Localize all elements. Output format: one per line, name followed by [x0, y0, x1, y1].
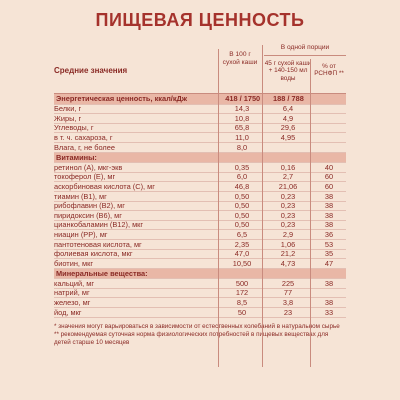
value-per-100g: 6,5: [236, 229, 248, 239]
value-per-100g: 10,50: [232, 258, 252, 268]
value-per-100g: 46,8: [234, 181, 250, 191]
row-name: Влага, г, не более: [54, 142, 115, 152]
row-name: ретинол (А), мкг-экв: [54, 162, 123, 172]
row-name: биотин, мкг: [54, 258, 94, 268]
footnotes: [54, 323, 346, 347]
table-row: [54, 250, 346, 260]
value-percent: 53: [324, 239, 334, 249]
section-row: [54, 269, 346, 280]
row-name: кальций, мг: [54, 278, 95, 288]
value-per-portion: 0,23: [280, 220, 296, 230]
value-per-portion: 4,9: [282, 113, 294, 123]
header-average-values: Средние значения: [54, 66, 128, 75]
table-row: [54, 298, 346, 308]
value-per-portion: 1,06: [280, 239, 296, 249]
value-per-100g: 14,3: [234, 104, 250, 114]
value-per-portion: 188 / 788: [272, 94, 304, 104]
table-row: [54, 289, 346, 299]
table-row: [54, 279, 346, 289]
row-name: йод, мкг: [54, 307, 82, 317]
value-percent: 38: [324, 191, 334, 201]
row-name: натрий, мг: [54, 288, 90, 298]
value-per-portion: 21,06: [278, 181, 298, 191]
table-row: [54, 124, 346, 134]
table-row: [54, 230, 346, 240]
row-name: Углеводы, г: [54, 123, 94, 133]
value-per-100g: 50: [237, 307, 247, 317]
footnote-2: ** рекомендуемая суточная норма физиологических потребностей в пищевых веществах для детей старше 10 месяцев: [54, 331, 329, 346]
value-per-100g: 0,50: [234, 210, 250, 220]
table-row: [54, 221, 346, 231]
value-per-100g: 0,35: [234, 162, 250, 172]
value-percent: 38: [324, 278, 334, 288]
value-per-100g: 0,50: [234, 220, 250, 230]
value-percent: 47: [324, 258, 334, 268]
value-percent: 38: [324, 201, 334, 211]
value-percent: 35: [324, 249, 334, 259]
value-per-portion: 0,23: [280, 201, 296, 211]
divider-1: [218, 49, 219, 367]
header-percent-rsnfp: % от РСНФП **: [314, 63, 344, 78]
value-per-portion: 29,6: [280, 123, 296, 133]
header-per-100g: В 100 г сухой каши: [222, 51, 258, 66]
row-name: ниацин (РР), мг: [54, 229, 108, 239]
table-row: [54, 211, 346, 221]
value-per-portion: 2,9: [282, 229, 294, 239]
row-name: Минеральные вещества:: [56, 268, 148, 278]
row-name: цианкобаламин (В12), мкг: [54, 220, 144, 230]
row-name: аскорбиновая кислота (С), мг: [54, 181, 155, 191]
table-row: [54, 163, 346, 173]
section-row: [54, 94, 346, 105]
value-per-100g: 2,35: [234, 239, 250, 249]
value-per-100g: 8,0: [236, 142, 248, 152]
table-row: [54, 192, 346, 202]
table-row: [54, 173, 346, 183]
value-per-portion: 2,7: [282, 172, 294, 182]
table-row: [54, 240, 346, 250]
header-45g: 45 г сухой каши + 140-150 мл воды: [264, 60, 312, 82]
value-per-portion: 0,16: [280, 162, 296, 172]
table-row: [54, 133, 346, 143]
value-per-100g: 47,0: [234, 249, 250, 259]
value-percent: 33: [324, 307, 334, 317]
table-row: [54, 308, 346, 318]
divider-2: [262, 45, 263, 367]
row-name: тиамин (В1), мг: [54, 191, 107, 201]
value-per-100g: 0,50: [234, 201, 250, 211]
value-percent: 38: [324, 298, 334, 308]
value-percent: 60: [324, 172, 334, 182]
row-name: Жиры, г: [54, 113, 82, 123]
row-name: Витамины:: [56, 152, 97, 162]
value-percent: 38: [324, 210, 334, 220]
value-per-100g: 0,50: [234, 191, 250, 201]
row-name: в т. ч. сахароза, г: [54, 132, 113, 142]
value-per-100g: 65,8: [234, 123, 250, 133]
value-per-portion: 23: [283, 307, 293, 317]
row-name: пиридоксин (В6), мг: [54, 210, 122, 220]
table-header: [54, 45, 346, 94]
value-per-portion: 21,2: [280, 249, 296, 259]
table-row: [54, 202, 346, 212]
row-name: токоферол (Е), мг: [54, 172, 116, 182]
value-per-100g: 500: [235, 278, 249, 288]
value-per-portion: 77: [283, 288, 293, 298]
nutrition-table: [54, 45, 346, 347]
table-row: [54, 143, 346, 153]
footnote-1: * значения могут варьироваться в зависимости от естественных колебаний в натуральном сырье: [54, 322, 340, 330]
value-per-portion: 0,23: [280, 191, 296, 201]
value-percent: 38: [324, 220, 334, 230]
row-name: Энергетическая ценность, ккал/кДж: [56, 94, 188, 104]
row-name: фолиевая кислота, мкг: [54, 249, 133, 259]
row-name: рибофлавин (В2), мг: [54, 201, 125, 211]
value-per-100g: 10,8: [234, 113, 250, 123]
value-per-100g: 172: [235, 288, 249, 298]
value-per-portion: 6,4: [282, 104, 294, 114]
table-row: [54, 114, 346, 124]
value-per-portion: 3,8: [282, 298, 294, 308]
value-per-100g: 418 / 1750: [225, 94, 261, 104]
value-percent: 36: [324, 229, 334, 239]
table-row: [54, 105, 346, 115]
section-row: [54, 153, 346, 164]
value-per-100g: 11,0: [235, 132, 249, 142]
value-per-portion: 4,73: [280, 258, 296, 268]
value-percent: 60: [324, 181, 334, 191]
value-per-100g: 8,5: [236, 298, 248, 308]
value-per-portion: 0,23: [280, 210, 296, 220]
row-name: пантотеновая кислота, мг: [54, 239, 142, 249]
value-per-portion: 4,95: [280, 132, 296, 142]
table-body: [54, 94, 346, 318]
row-name: железо, мг: [54, 298, 91, 308]
value-per-portion: 225: [281, 278, 295, 288]
value-percent: 40: [324, 162, 334, 172]
row-name: Белки, г: [54, 104, 82, 114]
value-per-100g: 6,0: [236, 172, 248, 182]
table-row: [54, 259, 346, 269]
divider-3: [310, 59, 311, 367]
header-per-portion: В одной порции: [264, 45, 346, 56]
table-row: [54, 182, 346, 192]
page-title: ПИЩЕВАЯ ЦЕННОСТЬ: [95, 10, 305, 30]
